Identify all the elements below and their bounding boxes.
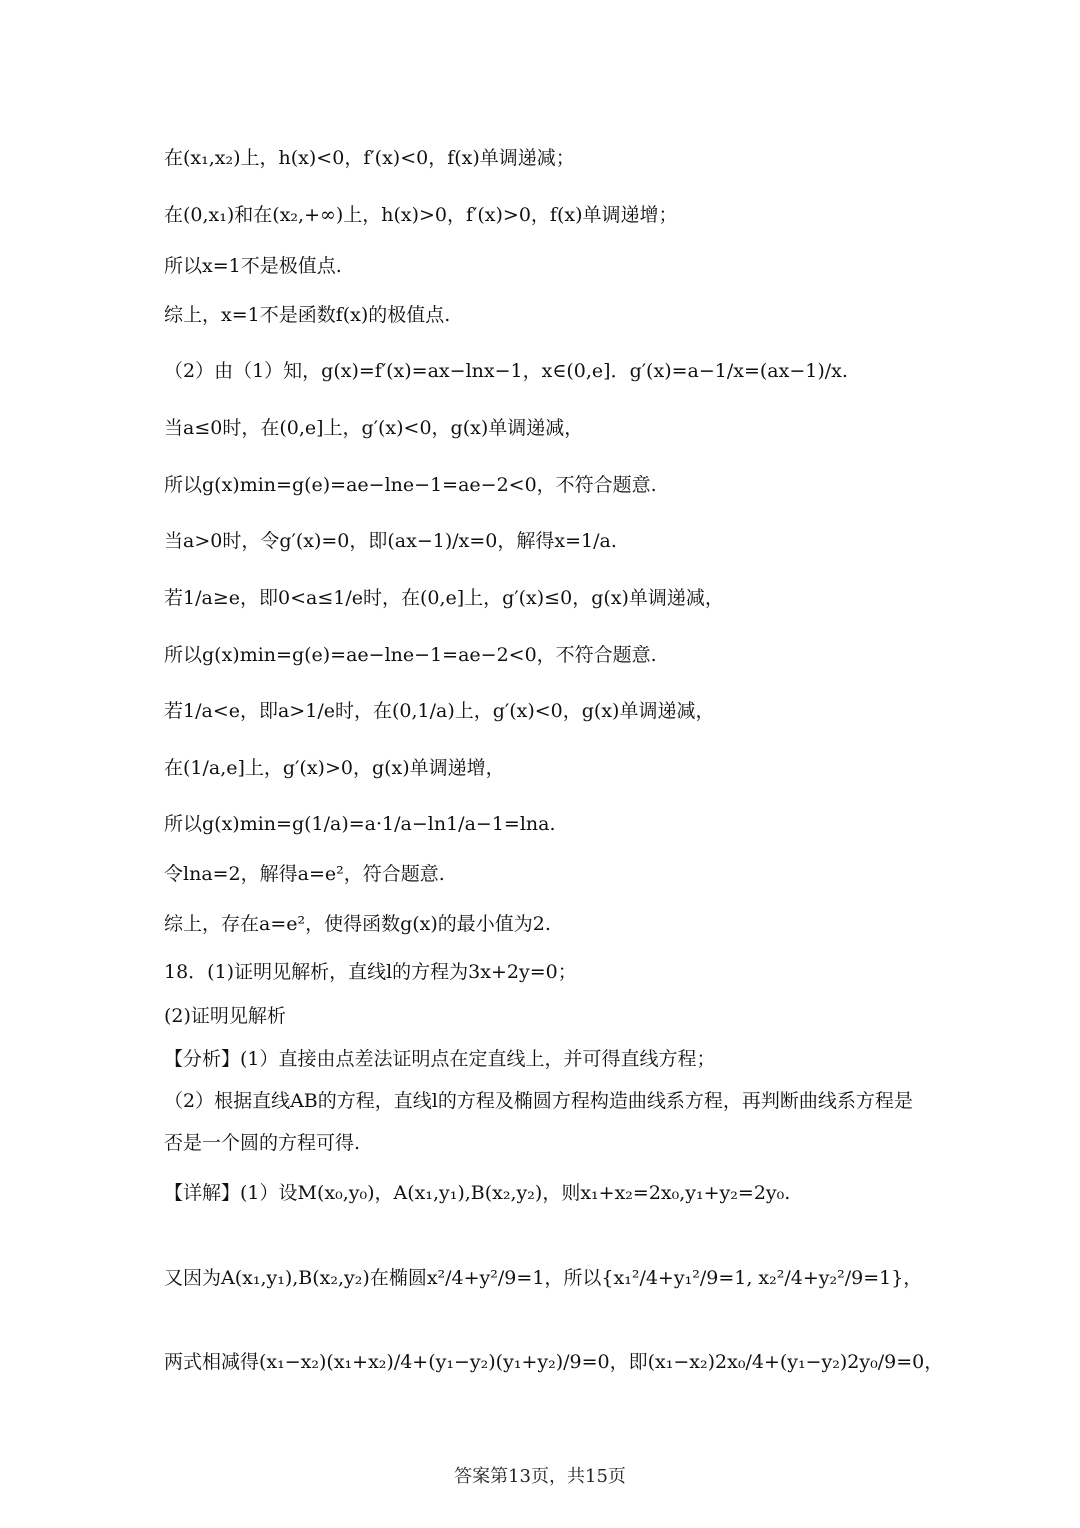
text-line: 当a≤0时，在(0,e]上，g′(x)<0，g(x)单调递减， [164,417,584,439]
text-line: 令lna=2，解得a=e²，符合题意. [164,863,445,885]
text-line: (2)证明见解析 [164,1005,286,1027]
text-line: 在(0,x₁)和在(x₂,+∞)上，h(x)>0，f′(x)>0，f(x)单调递增； [164,204,678,226]
text-paragraph: （2）根据直线AB的方程，直线l的方程及椭圆方程构造曲线系方程，再判断曲线系方程是否是一个圆的方程可得. [164,1090,913,1154]
text-line: 所以g(x)min=g(e)=ae−lne−1=ae−2<0，不符合题意. [164,644,657,666]
text-line: 在(x₁,x₂)上，h(x)<0，f′(x)<0，f(x)单调递减； [164,147,575,169]
text-line: 又因为A(x₁,y₁),B(x₂,y₂)在椭圆x²/4+y²/9=1，所以{x₁²/4+y₁²/9=1, x₂²/4+y₂²/9=1}， [164,1267,923,1289]
text-line: 在(1/a,e]上，g′(x)>0，g(x)单调递增， [164,757,505,779]
text-line: 所以g(x)min=g(1/a)=a·1/a−ln1/a−1=lna. [164,813,556,835]
text-line: 所以g(x)min=g(e)=ae−lne−1=ae−2<0，不符合题意. [164,474,657,496]
text-line: 若1/a≥e，即0<a≤1/e时，在(0,e]上，g′(x)≤0，g(x)单调递减， [164,587,724,609]
text-line: 两式相减得(x₁−x₂)(x₁+x₂)/4+(y₁−y₂)(y₁+y₂)/9=0，即(x₁−x₂)2x₀/4+(y₁−y₂)2y₀/9=0， [164,1351,944,1373]
text-line: 当a>0时，令g′(x)=0，即(ax−1)/x=0，解得x=1/a. [164,530,617,552]
text-line: 综上，x=1不是函数f(x)的极值点. [164,304,451,326]
text-line: 【分析】(1）直接由点差法证明点在定直线上，并可得直线方程； [164,1048,716,1070]
text-line: 【详解】(1）设M(x₀,y₀)，A(x₁,y₁),B(x₂,y₂)，则x₁+x₂=2x₀,y₁+y₂=2y₀. [164,1182,791,1204]
text-line: 若1/a<e，即a>1/e时，在(0,1/a)上，g′(x)<0，g(x)单调递减， [164,700,715,722]
text-line: 18．(1)证明见解析，直线l的方程为3x+2y=0； [164,961,577,983]
text-line: 所以x=1不是极值点. [164,255,342,277]
page-footer: 答案第13页，共15页 [454,1466,626,1487]
text-line: （2）由（1）知，g(x)=f′(x)=ax−lnx−1，x∈(0,e]．g′(x)=a−1/x=(ax−1)/x. [164,360,848,382]
text-line: 综上，存在a=e²，使得函数g(x)的最小值为2. [164,913,551,935]
